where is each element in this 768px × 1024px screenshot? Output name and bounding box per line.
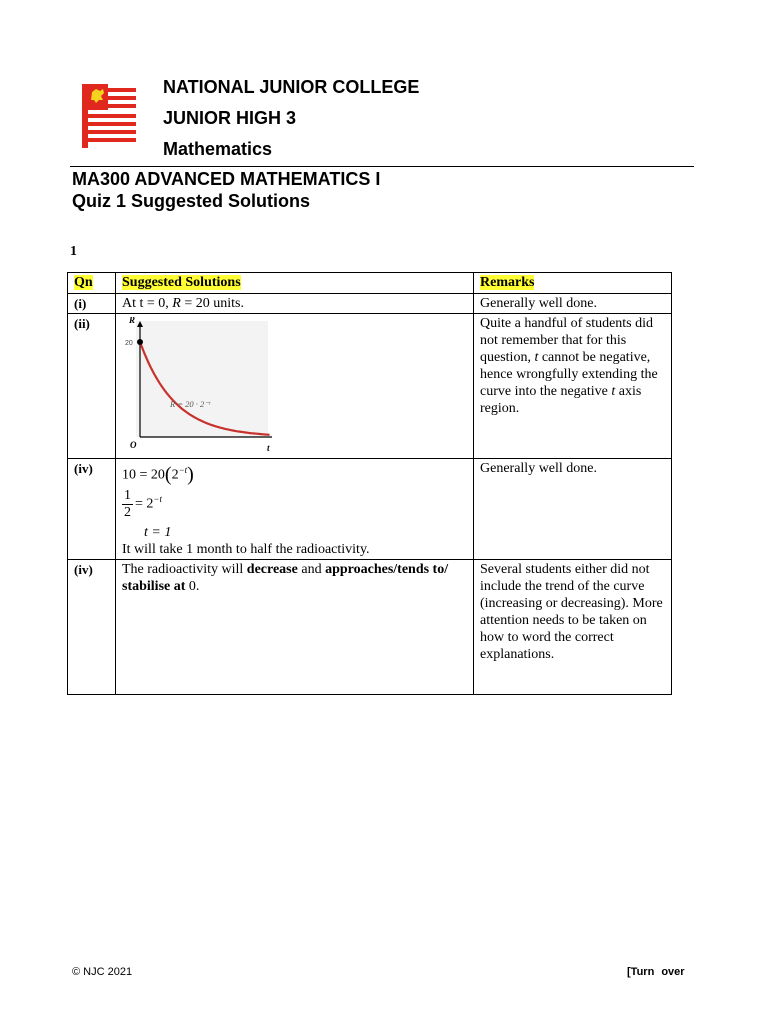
x-axis-label: t	[267, 443, 270, 453]
header-qn: Qn	[74, 275, 93, 290]
row-solution	[116, 314, 474, 459]
row-remark: Generally well done.	[474, 459, 672, 560]
row-qn: (ii)	[68, 314, 116, 459]
course-title: MA300 ADVANCED MATHEMATICS I	[72, 169, 381, 189]
curve-label: R = 20 · 2⁻ᵗ	[170, 399, 211, 409]
row-remark: Several students either did not include the trend of the curve (increasing or decreasing). More attention needs to be taken on how to word the correct explanations.	[474, 559, 672, 694]
quiz-title: Quiz 1 Suggested Solutions	[72, 191, 311, 211]
row-solution: The radioactivity will decrease and approaches/tends to/ stabilise at 0.	[116, 559, 474, 694]
table-row	[68, 314, 672, 459]
row-remark: Quite a handful of students did not remember that for this question, t cannot be negative, hence wrongfully extending the curve into the negative t axis region.	[474, 314, 672, 459]
subject-title: Mathematics	[163, 139, 273, 159]
equation-line-2: $\frac{1}{2}$ = $2^{-t}$	[124, 487, 162, 520]
question-number: 1	[70, 244, 77, 259]
equation-line-3: t = 1	[144, 524, 172, 540]
college-name: NATIONAL JUNIOR COLLEGE	[163, 77, 420, 97]
solutions-table	[67, 272, 672, 695]
college-logo	[82, 84, 136, 148]
solution-conclusion: It will take 1 month to half the radioactivity.	[122, 541, 370, 557]
table-row	[68, 459, 672, 560]
row-qn: (iv)	[68, 459, 116, 560]
table-row	[68, 559, 672, 694]
row-qn: (iv)	[68, 559, 116, 694]
row-solution: At t = 0, R = 20 units.	[116, 294, 474, 314]
decay-graph	[122, 317, 272, 457]
equation-line-1: $10 = 20(2^{-t})$	[122, 463, 194, 486]
y-axis-label: R	[129, 317, 136, 325]
turn-over: [Turn over	[627, 966, 685, 978]
row-remark: Generally well done.	[474, 294, 672, 314]
table-header-row	[68, 273, 672, 294]
header-remarks: Remarks	[480, 275, 535, 290]
header-rule	[70, 166, 694, 167]
copyright: © NJC 2021	[72, 966, 133, 978]
table-row	[68, 294, 672, 314]
origin-label: O	[130, 440, 137, 450]
row-qn: (i)	[68, 294, 116, 314]
row-solution	[116, 459, 474, 560]
level-title: JUNIOR HIGH 3	[163, 108, 297, 128]
y-intercept-label: 20	[125, 340, 133, 347]
y-intercept-point	[137, 339, 143, 345]
header-solutions: Suggested Solutions	[122, 275, 241, 290]
